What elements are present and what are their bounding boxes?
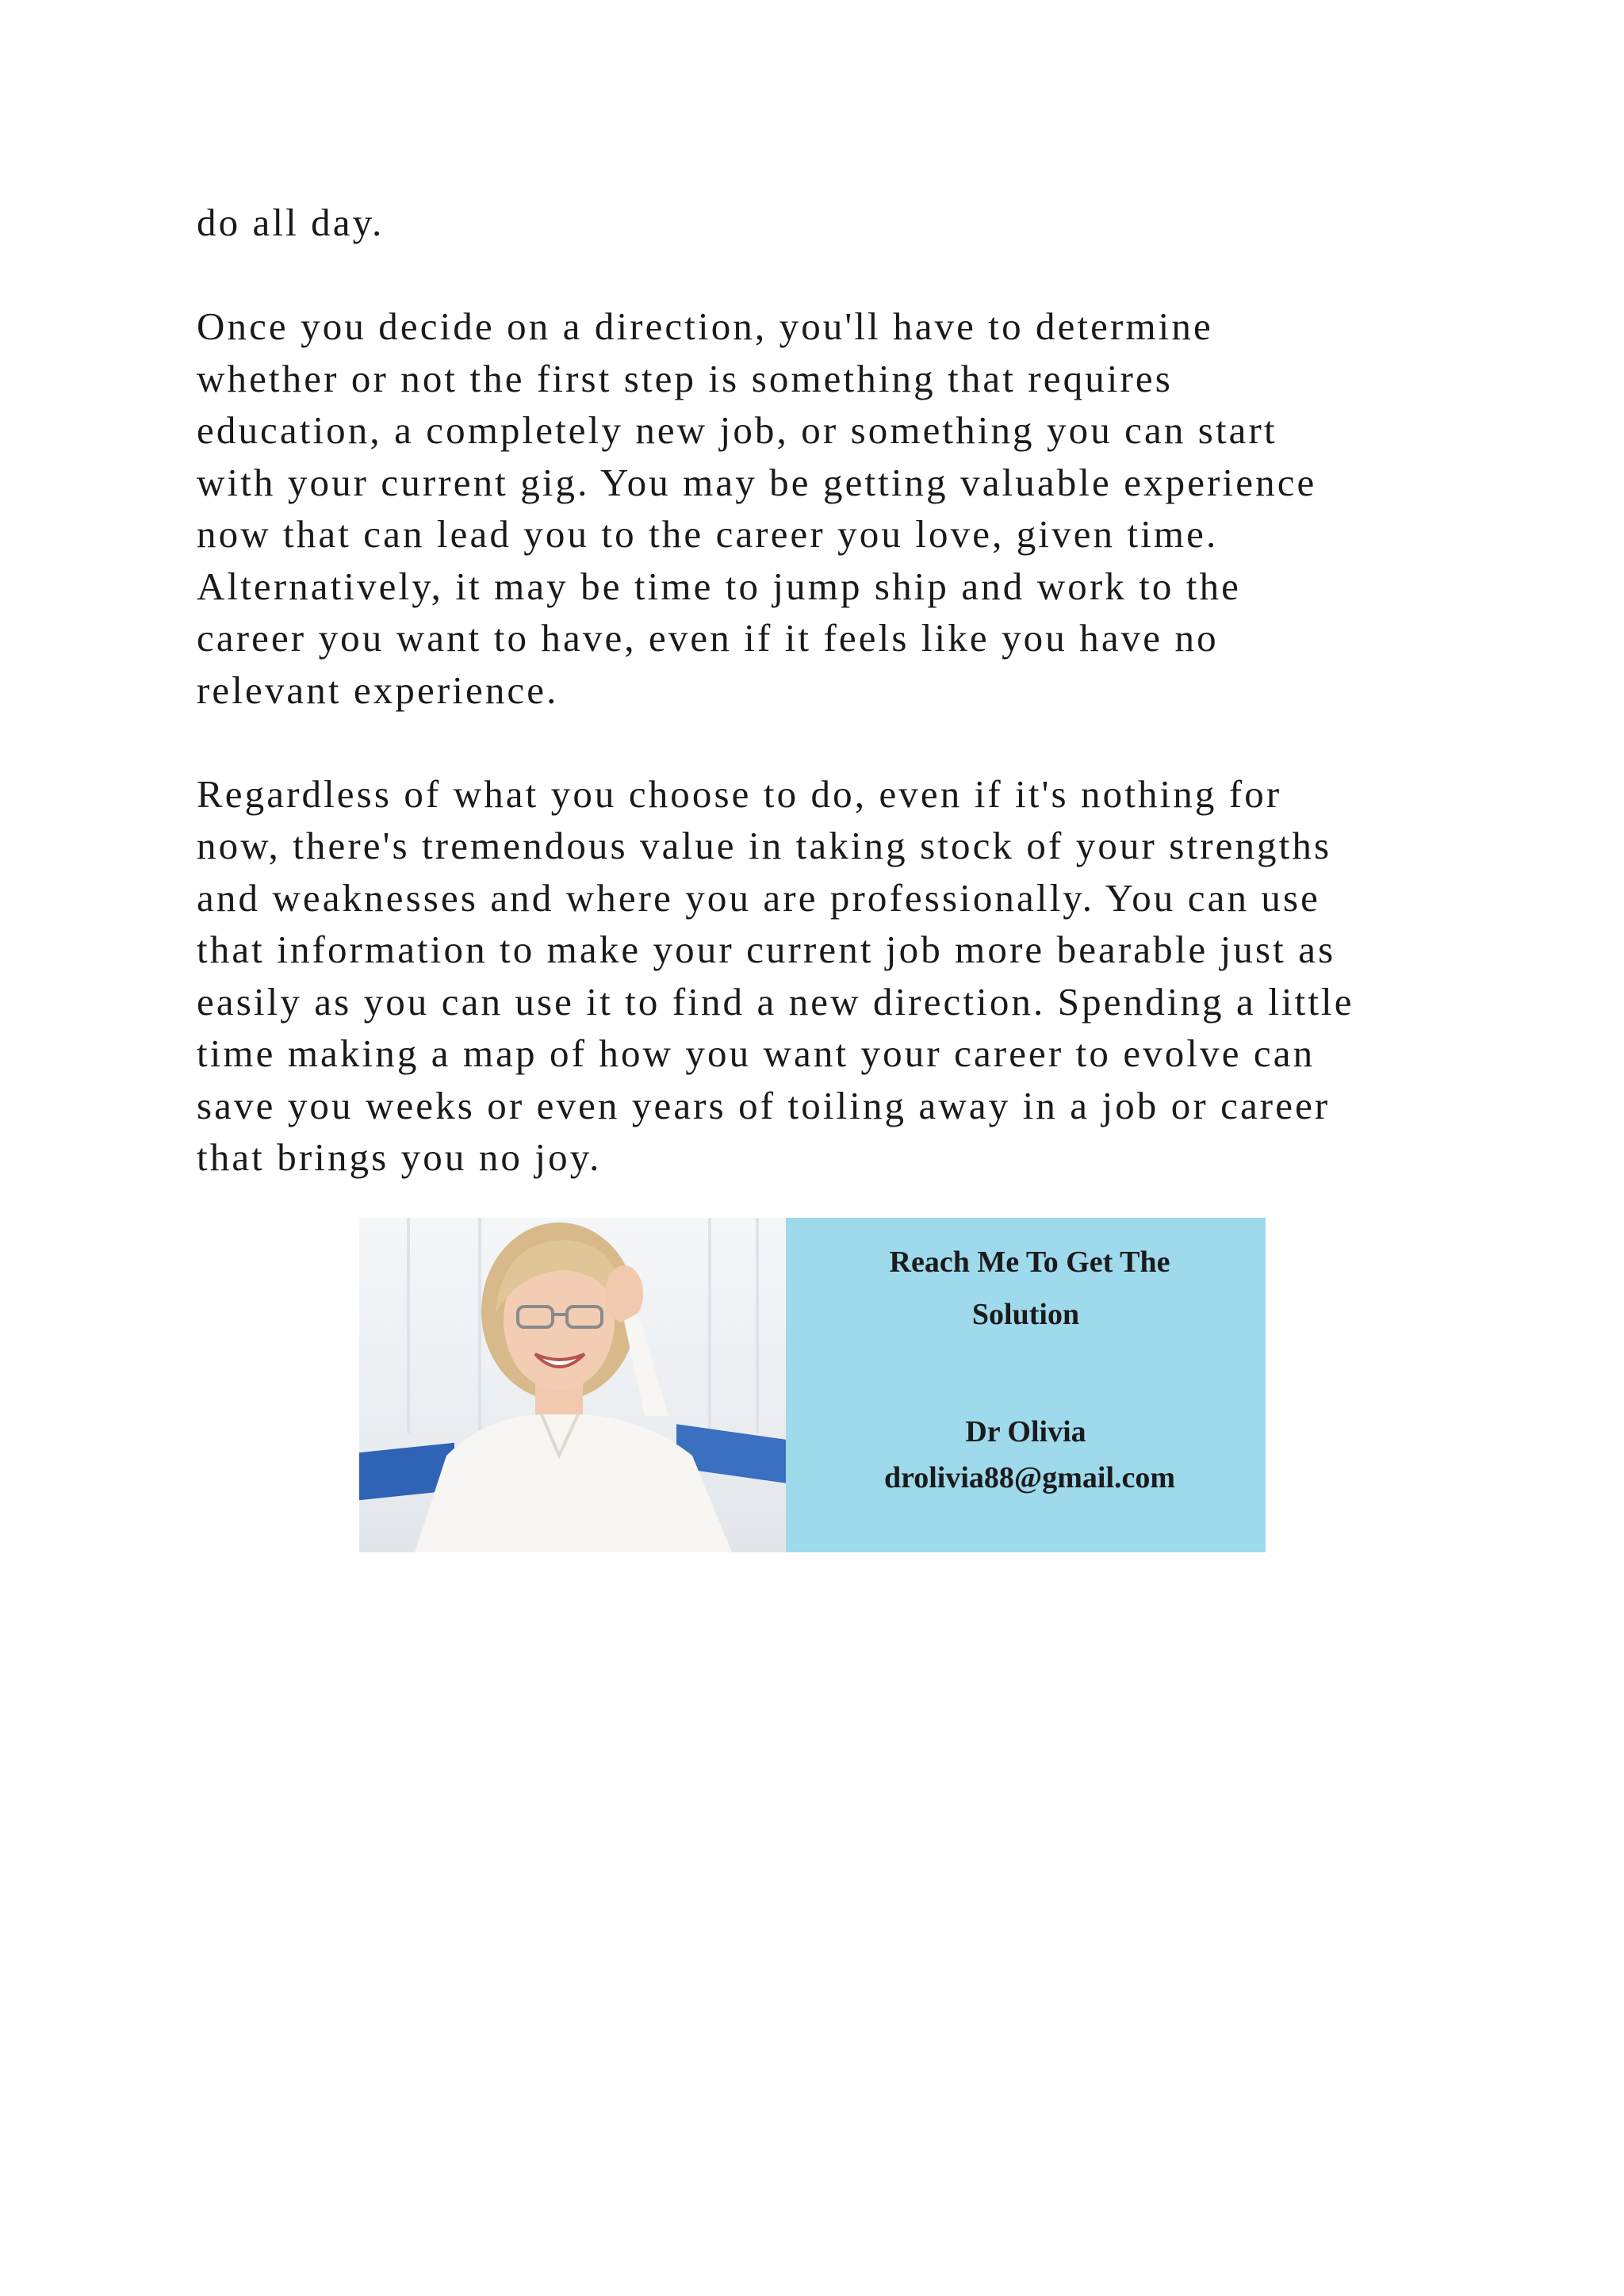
paragraph-3 — [197, 768, 1465, 1184]
text-line: that information to make your current job more bearable just as — [197, 928, 1336, 971]
paragraph-1 — [197, 197, 1465, 249]
text-line: now, there's tremendous value in taking stock of your strengths — [197, 824, 1332, 867]
text-line: Regardless of what you choose to do, even if it's nothing for — [197, 771, 1282, 816]
paragraph-2 — [197, 300, 1465, 716]
text-line: and weaknesses and where you are professionally. You can use — [197, 875, 1321, 920]
text-line: Once you decide on a direction, you'll have to determine — [197, 304, 1213, 348]
woman-figure — [359, 1218, 786, 1552]
text-line: with your current gig. You may be getting valuable experience — [197, 460, 1317, 504]
document-body — [197, 197, 1465, 1235]
text-line: whether or not the first step is something that requires — [197, 356, 1173, 400]
text-line: career you want to have, even if it feels like you have no — [197, 616, 1219, 660]
text-line: education, a completely new job, or something you can start — [197, 408, 1277, 452]
text-line: that brings you no joy. — [197, 1135, 602, 1179]
contact-name: Dr Olivia — [965, 1415, 1086, 1448]
text-line: do all day. — [197, 201, 385, 244]
banner-heading: Reach Me To Get The — [889, 1246, 1170, 1279]
text-line: relevant experience. — [197, 668, 559, 712]
text-line: save you weeks or even years of toiling away in a job or career — [197, 1083, 1331, 1127]
woman-photo — [359, 1218, 786, 1552]
contact-banner-image — [359, 1218, 1266, 1552]
text-line: Alternatively, it may be time to jump ship and work to the — [197, 564, 1242, 608]
text-line: now that can lead you to the career you love, given time. — [197, 512, 1219, 556]
banner-heading-continued: Solution — [971, 1298, 1080, 1331]
text-line: time making a map of how you want your career to evolve can — [197, 1031, 1316, 1075]
text-line: easily as you can use it to find a new direction. Spending a little — [197, 979, 1354, 1024]
contact-info-panel — [786, 1218, 1266, 1552]
contact-email: drolivia88@gmail.com — [883, 1461, 1176, 1494]
